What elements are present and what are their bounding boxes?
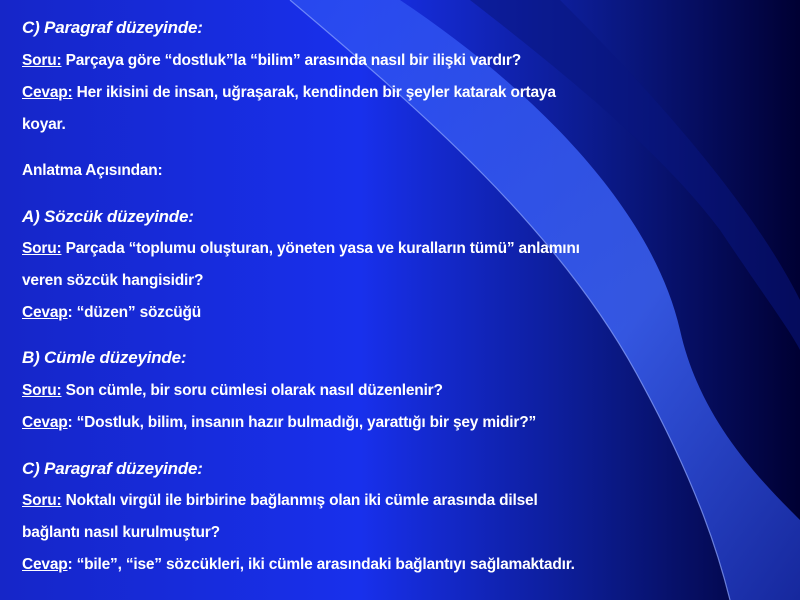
question-continuation: veren sözcük hangisidir? (22, 272, 204, 289)
answer-text: : “Dostluk, bilim, insanın hazır bulmadığı, yarattığı bir şey midir?” (67, 414, 537, 431)
section-heading: C) Paragraf düzeyinde: (22, 459, 203, 478)
answer-line (22, 414, 536, 432)
question-text: Parçada “toplumu oluşturan, yöneten yasa ve kuralların tümü” anlamını (61, 240, 580, 257)
question-line (22, 382, 443, 400)
answer-label: Cevap: (22, 84, 73, 101)
answer-text: Her ikisini de insan, uğraşarak, kendinden bir şeyler katarak ortaya (72, 84, 556, 101)
question-label: Soru: (22, 52, 62, 69)
answer-text: : “düzen” sözcüğü (67, 304, 202, 321)
question-label: Soru: (22, 240, 62, 257)
question-text: Parçaya göre “dostluk”la “bilim” arasında nasıl bir ilişki vardır? (61, 52, 521, 69)
answer-text: : “bile”, “ise” sözcükleri, iki cümle arasındaki bağlantıyı sağlamaktadır. (67, 556, 575, 573)
answer-label: Cevap (22, 414, 68, 431)
answer-label: Cevap (22, 556, 68, 573)
answer-continuation: koyar. (22, 116, 66, 133)
subheading: Anlatma Açısından: (22, 162, 163, 179)
question-label: Soru: (22, 382, 62, 399)
answer-line (22, 556, 575, 574)
question-text: Son cümle, bir soru cümlesi olarak nasıl düzenlenir? (61, 382, 443, 399)
answer-label: Cevap (22, 304, 68, 321)
question-line (22, 240, 580, 258)
answer-line (22, 304, 201, 322)
section-heading: C) Paragraf düzeyinde: (22, 18, 203, 37)
answer-line (22, 84, 556, 102)
question-label: Soru: (22, 492, 62, 509)
section-heading: A) Sözcük düzeyinde: (22, 207, 194, 226)
question-line (22, 52, 521, 70)
question-continuation: bağlantı nasıl kurulmuştur? (22, 524, 220, 541)
question-text: Noktalı virgül ile birbirine bağlanmış olan iki cümle arasında dilsel (61, 492, 538, 509)
question-line (22, 492, 538, 510)
section-heading: B) Cümle düzeyinde: (22, 348, 187, 367)
